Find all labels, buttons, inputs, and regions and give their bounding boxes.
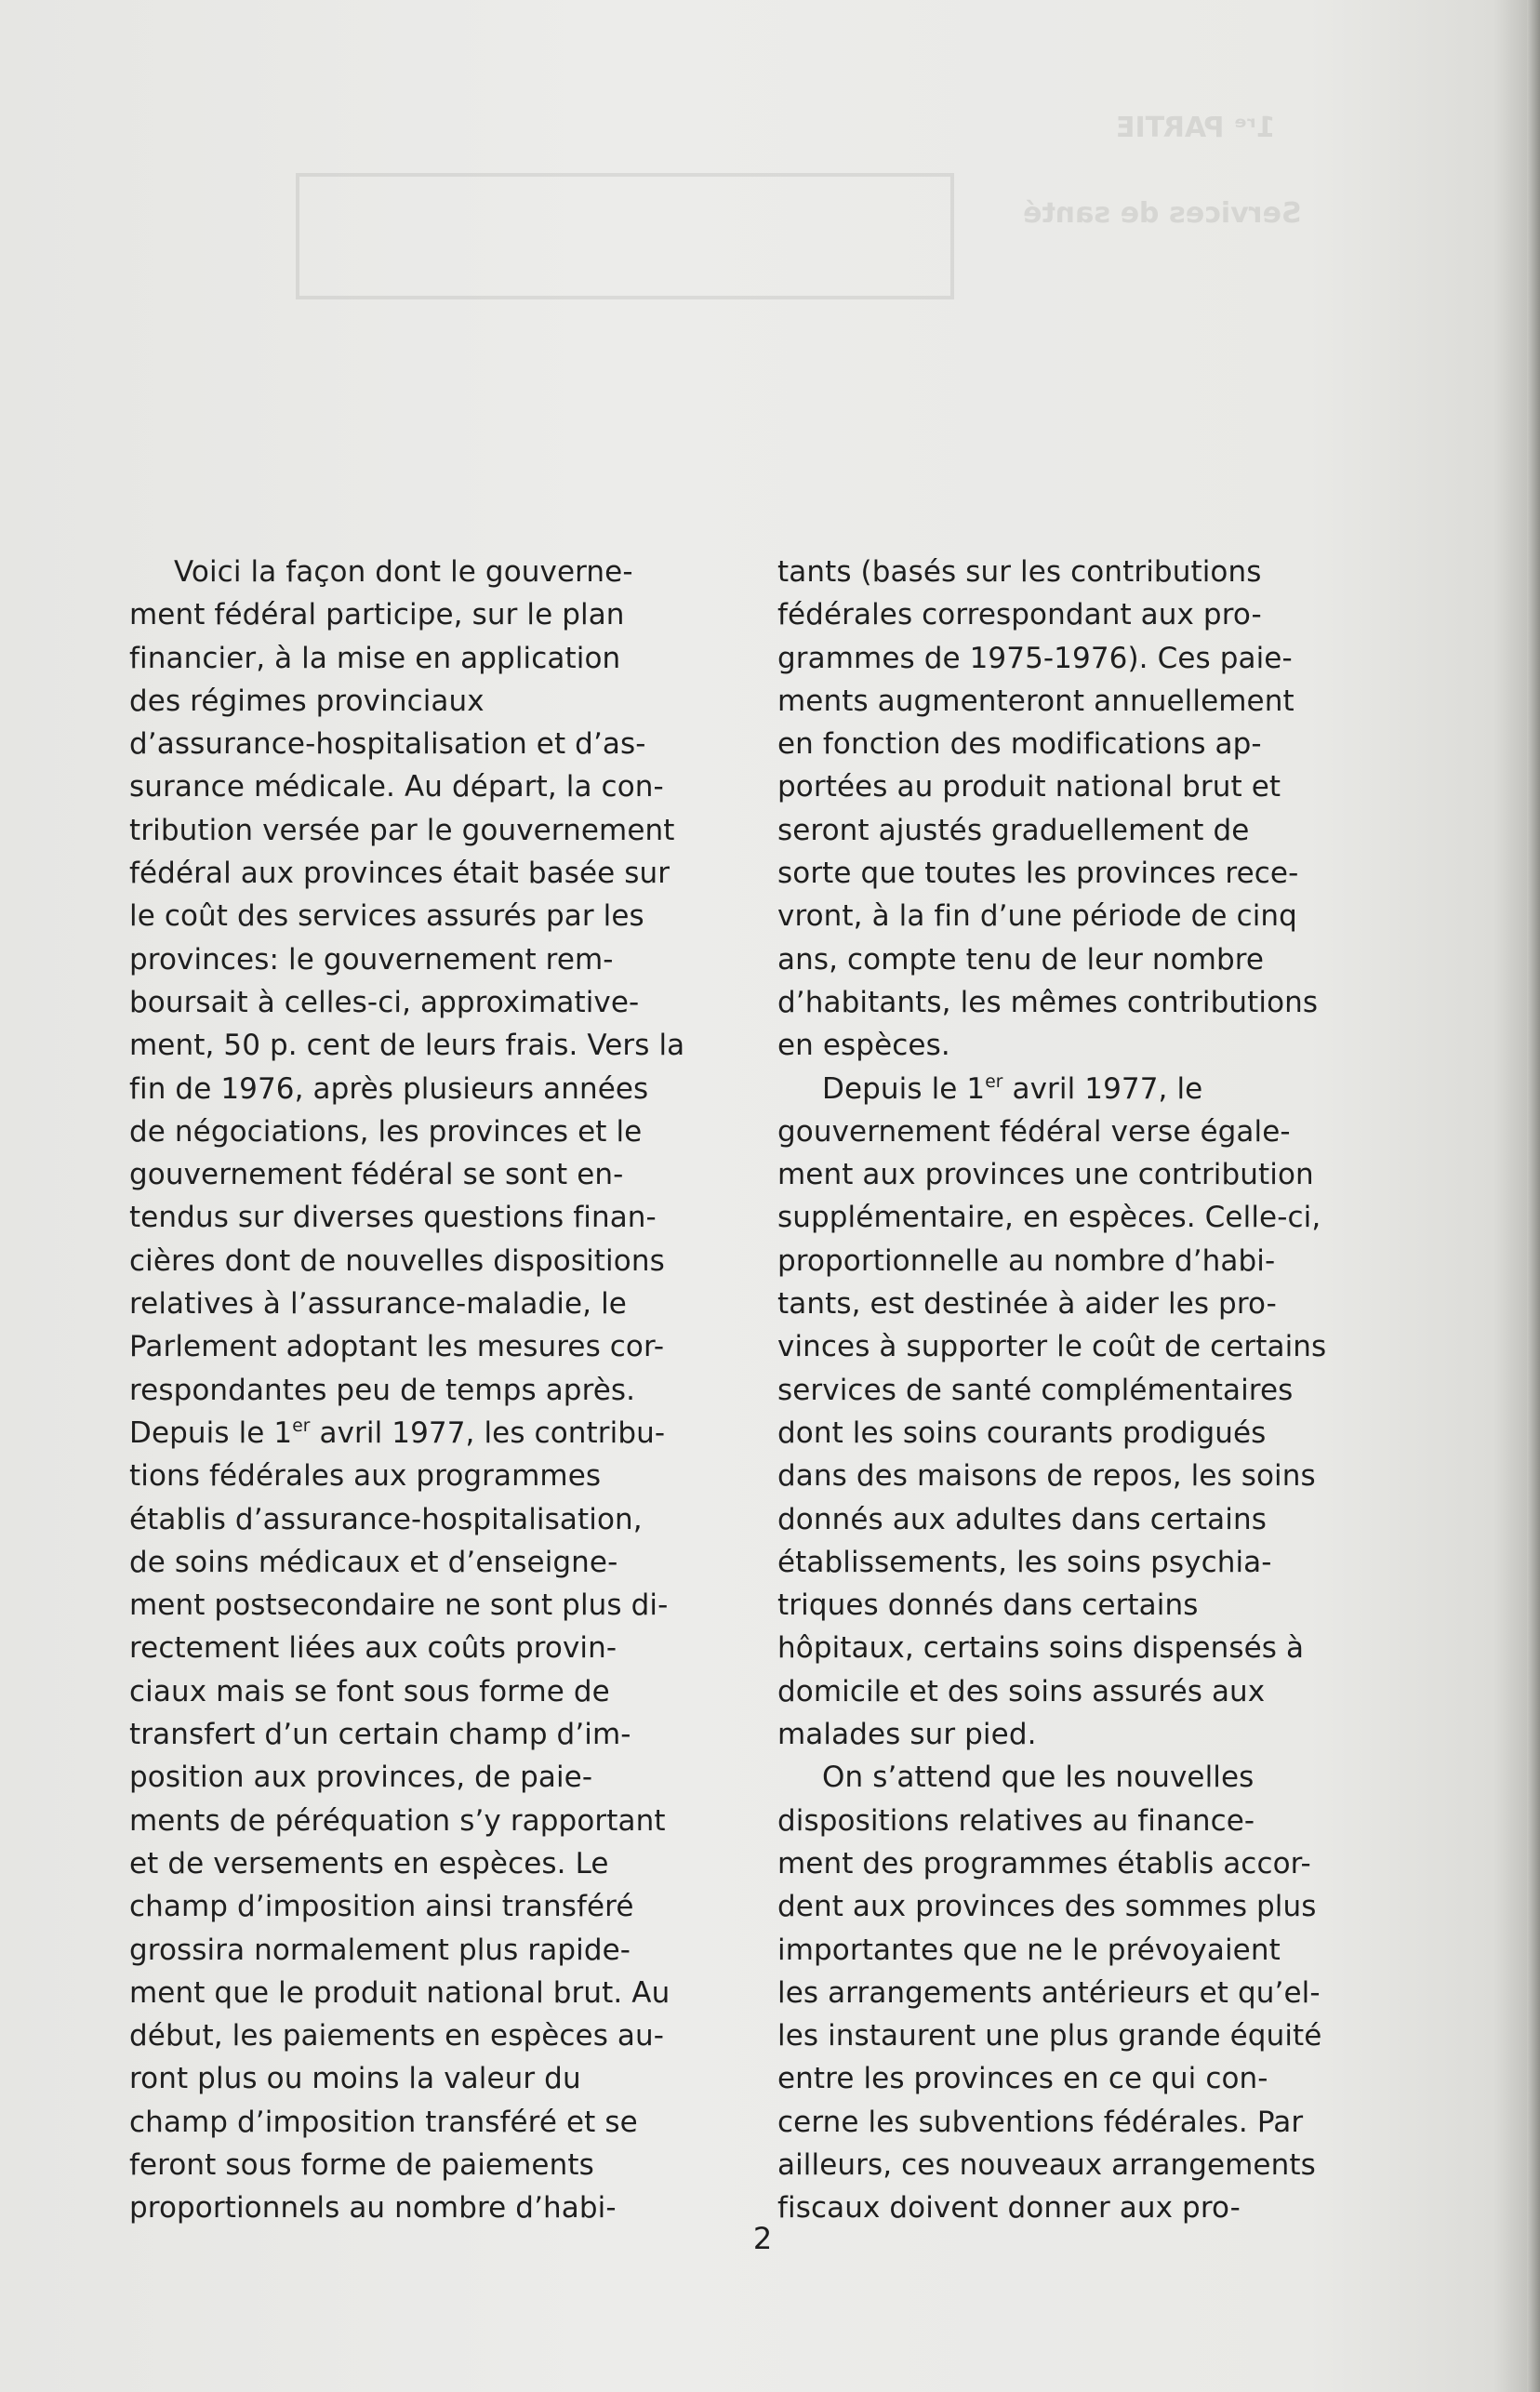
right-paragraph-2-sup: er [985,1071,1003,1092]
left-column [129,551,743,2230]
left-paragraph-2-rest: avril 1977, les contribu- tions fédérales aux programmes établis d’assurance-hospitalisation, de soins médicaux et d’enseigne- ment postsecondaire ne sont plus di- rectement liées aux coûts provin- ciaux mais se font sous forme de transfert d’un certain champ d’im- position aux provinces, de paie- ments de péréquation s’y rapportant et de versements en espèces. Le champ d’imposition ainsi transféré grossira normalement plus rapide- ment que le produit national brut. Au début, les paiements en espèces au- ront plus ou moins la valeur du champ d’imposition transféré et se feront sous forme de paiements proportionnels au nombre d’habi- [129,1415,670,2226]
show-through-title: Services de santé [1023,197,1302,230]
show-through-stamp [296,173,954,299]
right-column [777,551,1410,2230]
right-paragraph-2-rest: avril 1977, le gouvernement fédéral verse égale- ment aux provinces une contribution supplémentaire, en espèces. Celle-ci, proportionnelle au nombre d’habi- tants, est destinée à aider les pro- vinces à supporter le coût de certains services de santé complémentaires dont les soins courants prodigués dans des maisons de repos, les soins donnés aux adultes dans certains établissements, les soins psychia- triques donnés dans certains hôpitaux, certains soins dispensés à domicile et des soins assurés aux malades sur pied. [777,1071,1327,1752]
page-edge-shadow [1527,0,1540,2392]
show-through-heading: 1ʳᵉ PARTIE [1116,112,1276,144]
right-paragraph-3: On s’attend que les nouvelles dispositions relatives au finance- ment des programmes établis accor- dent aux provinces des sommes plus importantes que ne le prévoyaient les arrangements antérieurs et qu’el- les instaurent une plus grande équité entre les provinces en ce qui con- cerne les subventions fédérales. Par ailleurs, ces nouveaux arrangements fiscaux doivent donner aux pro- [777,1761,1322,2226]
left-paragraph-2-start: Depuis le 1 [129,1415,293,1450]
page-number: 2 [752,2221,773,2256]
right-paragraph-2-start: Depuis le 1 [822,1071,986,1106]
left-paragraph-2 [129,1412,743,2230]
left-paragraph-1: Voici la façon dont le gouverne- ment fédéral participe, sur le plan financier, à la mise en application des régimes provinciaux d’assurance-hospitalisation et d’as- surance médicale. Au départ, la con- tribution versée par le gouvernement fédéral aux provinces était basée sur le coût des services assurés par les provinces: le gouvernement rem- boursait à celles-ci, approximative- ment, 50 p. cent de leurs frais. Vers la fin de 1976, après plusieurs années de négociations, les provinces et le gouvernement fédéral se sont en- tendus sur diverses questions finan- cières dont de nouvelles dispositions relatives à l’assurance-maladie, le Parlement adoptant les mesures cor- respondantes peu de temps après. [129,555,685,1407]
right-paragraph-1: tants (basés sur les contributions fédérales correspondant aux pro- grammes de 1975-1976). Ces paie- ments augmenteront annuellement en fonction des modifications ap- portées au produit national brut et seront ajustés graduellement de sorte que toutes les provinces rece- vront, à la fin d’une période de cinq ans, compte tenu de leur nombre d’habitants, les mêmes contributions en espèces. [777,555,1319,1063]
right-paragraph-2 [777,1068,1410,1757]
left-paragraph-2-sup: er [292,1415,311,1436]
